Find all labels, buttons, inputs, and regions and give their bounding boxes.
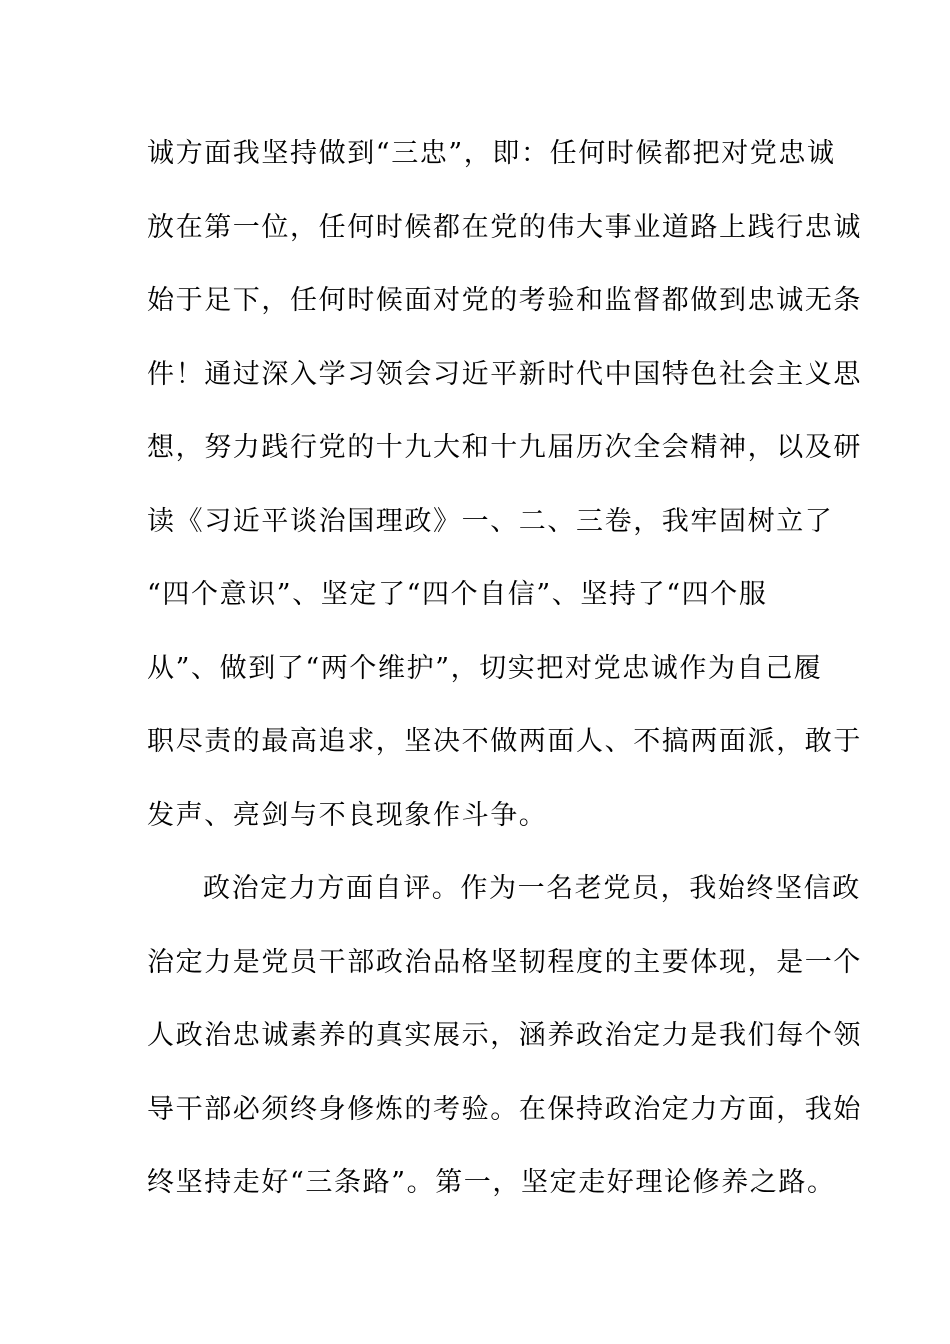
text-line: 读《习近平谈治国理政》一、二、三卷，我牢固树立了 [147, 505, 834, 537]
text-line: 职尽责的最高追求，坚决不做两面人、不搞两面派，敢于 [147, 726, 862, 757]
text-line: 导干部必须终身修炼的考验。在保持政治定力方面，我始 [147, 1093, 862, 1125]
document-body [147, 128, 862, 1231]
text-line: 治定力是党员干部政治品格坚韧程度的主要体现，是一个 [147, 946, 862, 978]
text-line: 诚方面我坚持做到“三忠”，即：任何时候都把对党忠诚 [147, 138, 836, 169]
text-line: 想，努力践行党的十九大和十九届历次全会精神，以及研 [147, 432, 862, 463]
text-line: 始于足下，任何时候面对党的考验和监督都做到忠诚无条 [147, 285, 862, 316]
text-line: 人政治忠诚素养的真实展示，涵养政治定力是我们每个领 [147, 1020, 862, 1051]
paragraph-first-line: 政治定力方面自评。作为一名老党员，我始终坚信政 [203, 873, 861, 904]
text-line: 件！通过深入学习领会习近平新时代中国特色社会主义思 [147, 358, 862, 390]
text-line: 从”、做到了“两个维护”，切实把对党忠诚作为自己履 [147, 652, 823, 684]
text-line: “四个意识”、坚定了“四个自信”、坚持了“四个服 [147, 579, 768, 610]
text-line: 放在第一位，任何时候都在党的伟大事业道路上践行忠诚 [147, 211, 862, 243]
text-line: 发声、亮剑与不良现象作斗争。 [147, 799, 548, 831]
text-line: 终坚持走好“三条路”。第一，坚定走好理论修养之路。 [147, 1167, 836, 1198]
